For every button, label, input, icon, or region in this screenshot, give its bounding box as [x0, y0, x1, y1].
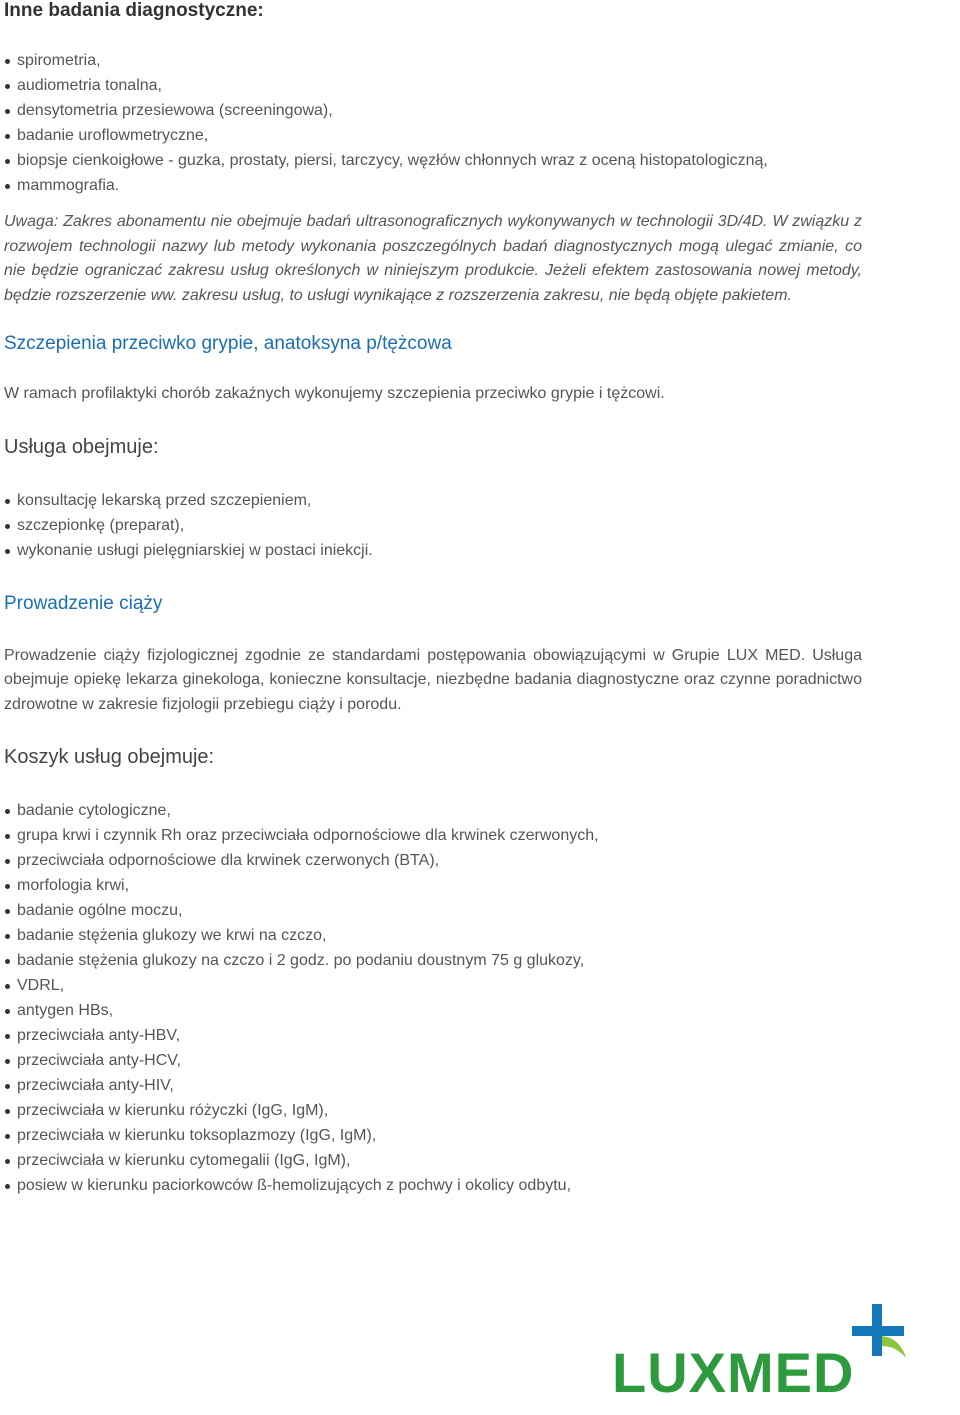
vaccinations-intro: W ramach profilaktyki chorób zakaźnych wykonujemy szczepienia przeciwko grypie i tężcowi. — [4, 385, 665, 402]
list-item: badanie cytologiczne, — [4, 798, 862, 823]
basket-includes-heading: Koszyk usług obejmuje: — [4, 746, 215, 768]
list-item: densytometria przesiewowa (screeningowa), — [4, 98, 862, 123]
pregnancy-intro: Prowadzenie ciąży fizjologicznej zgodnie ze standardami postępowania obowiązującymi w Grupie LUX MED. Usługa obejmuje opiekę lekarza ginekologa, konieczne konsultacje, niezbędne badania diagnostyczne oraz czynne poradnictwo zdrowotne w zakresie fizjologii przebiegu ciąży i porodu. — [4, 646, 862, 713]
list-item: audiometria tonalna, — [4, 73, 862, 98]
list-item: przeciwciała odpornościowe dla krwinek czerwonych (BTA), — [4, 848, 862, 873]
list-item: VDRL, — [4, 973, 862, 998]
diagnostics-list — [4, 48, 862, 198]
list-item: badanie uroflowmetryczne, — [4, 123, 862, 148]
section-title-pregnancy: Prowadzenie ciąży — [4, 592, 163, 614]
list-item: przeciwciała w kierunku cytomegalii (IgG, IgM), — [4, 1148, 862, 1173]
list-item: biopsje cienkoigłowe - guzka, prostaty, piersi, tarczycy, węzłów chłonnych wraz z oceną histopatologiczną, — [4, 148, 862, 173]
list-item: przeciwciała anty-HIV, — [4, 1073, 862, 1098]
list-item: grupa krwi i czynnik Rh oraz przeciwciała odpornościowe dla krwinek czerwonych, — [4, 823, 862, 848]
list-item: badanie ogólne moczu, — [4, 898, 862, 923]
list-item: szczepionkę (preparat), — [4, 513, 862, 538]
list-item: konsultację lekarską przed szczepieniem, — [4, 488, 862, 513]
logo-wordmark: LUXMED — [612, 1341, 855, 1398]
section-heading-other-diagnostics: Inne badania diagnostyczne: — [4, 0, 264, 21]
luxmed-logo — [610, 1298, 930, 1398]
pregnancy-services-list — [4, 798, 862, 1198]
list-item: mammografia. — [4, 173, 862, 198]
list-item: wykonanie usługi pielęgniarskiej w postaci iniekcji. — [4, 538, 862, 563]
list-item: posiew w kierunku paciorkowców ß-hemolizujących z pochwy i okolicy odbytu, — [4, 1173, 862, 1198]
list-item: przeciwciała w kierunku różyczki (IgG, IgM), — [4, 1098, 862, 1123]
section-title-vaccinations: Szczepienia przeciwko grypie, anatoksyna p/tężcowa — [4, 333, 452, 354]
list-item: antygen HBs, — [4, 998, 862, 1023]
logo-swoosh-icon — [882, 1336, 906, 1358]
scope-note: Uwaga: Zakres abonamentu nie obejmuje badań ultrasonograficznych wykonywanych w technologii 3D/4D. W związku z rozwojem technologii nazwy lub metody wykonania poszczególnych badań diagnostycznych mogą ulegać zmianie, co nie będzie ograniczać zakresu usług określonych w niniejszym produkcie. Jeżeli efektem zastosowania nowej metody, będzie rozszerzenie ww. zakresu usług, to usługi wynikające z rozszerzenia zakresu, nie będą objęte pakietem. — [4, 213, 862, 304]
list-item: badanie stężenia glukozy we krwi na czczo, — [4, 923, 862, 948]
list-item: badanie stężenia glukozy na czczo i 2 godz. po podaniu doustnym 75 g glukozy, — [4, 948, 862, 973]
document-page — [4, 0, 862, 1198]
list-item: przeciwciała anty-HCV, — [4, 1048, 862, 1073]
list-item: przeciwciała anty-HBV, — [4, 1023, 862, 1048]
list-item: spirometria, — [4, 48, 862, 73]
vaccination-services-list — [4, 488, 862, 563]
list-item: morfologia krwi, — [4, 873, 862, 898]
list-item: przeciwciała w kierunku toksoplazmozy (IgG, IgM), — [4, 1123, 862, 1148]
service-includes-heading: Usługa obejmuje: — [4, 435, 159, 458]
